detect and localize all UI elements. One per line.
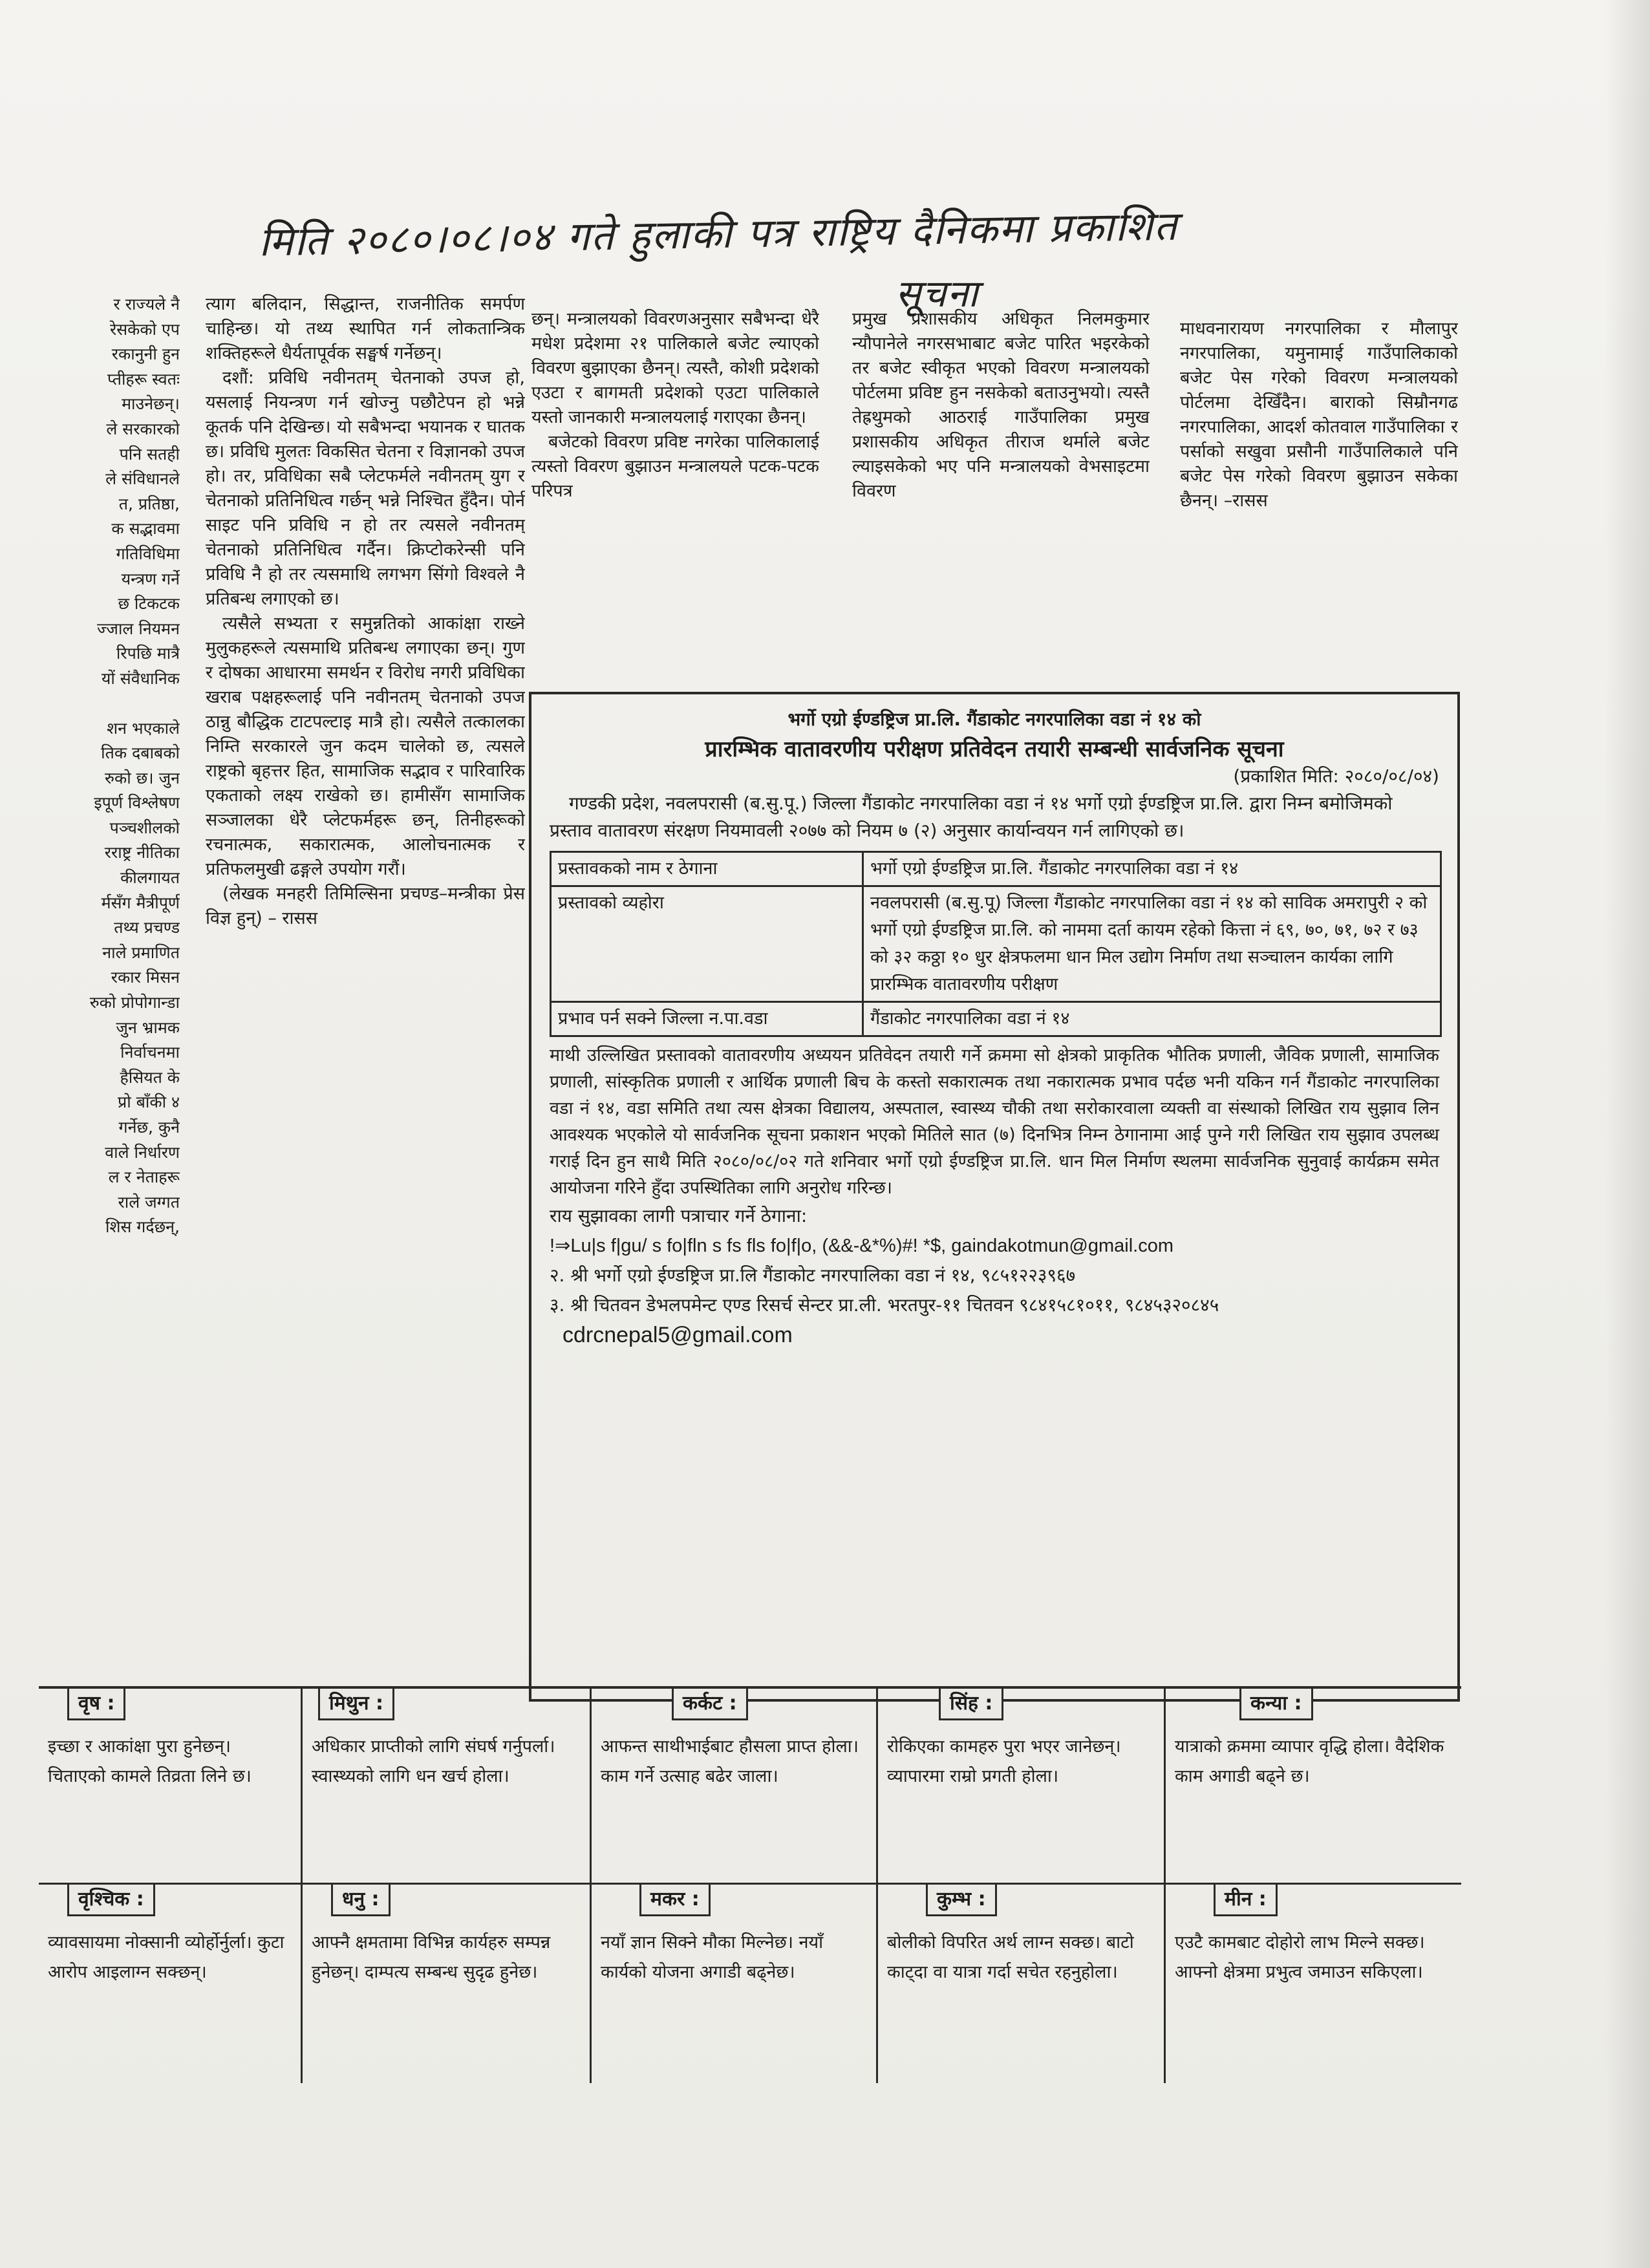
sign-text: रोकिएका कामहरु पुरा भएर जानेछन्। व्यापारमा राम्रो प्रगती होला। (887, 1737, 1121, 1786)
edge-line: रुको छ। जुन (105, 768, 180, 787)
horoscope-kumbha (878, 1885, 1164, 1987)
edge-line: माउनेछन्। (122, 394, 180, 414)
edge-line: शिस गर्दछन्, (105, 1217, 180, 1237)
article-column-b (206, 292, 525, 1682)
address-label: राय सुझावका लागी पत्राचार गर्ने ठेगाना: (550, 1205, 808, 1226)
page-edge-shadow (1605, 0, 1650, 2268)
edge-line: रकार मिसन (111, 968, 180, 987)
edge-line (65, 692, 180, 716)
notice-title: प्रारम्भिक वातावरणीय परीक्षण प्रतिवेदन तयारी सम्बन्धी सार्वजनिक सूचना (705, 736, 1284, 762)
column-edge-lines (65, 292, 180, 1240)
sign-text: व्यावसायमा नोक्सानी व्योर्होर्नुर्ला। कुटा आरोप आइलाग्न सक्छन्। (48, 1932, 284, 1982)
sign-text: अधिकार प्राप्तीको लागि संघर्ष गर्नुपर्ला। स्वास्थ्यको लागि धन खर्च होला। (312, 1737, 555, 1786)
sign-title: मीन : (1214, 1885, 1278, 1916)
column-edge (65, 292, 180, 1281)
sign-title: मिथुन : (318, 1689, 394, 1720)
address-line-1: !⇒Lu|s f|gu/ s fo|fln s fs fls fo|f|o, (&&-&*%)#! *$, gaindakotmun@gmail.com (550, 1236, 1174, 1256)
sign-text: यात्राको क्रममा व्यापार वृद्धि होला। वैदेशिक काम अगाडी बढ्ने छ। (1175, 1737, 1444, 1786)
table-key: प्रभाव पर्न सक्ने जिल्ला न.पा.वडा (551, 1002, 863, 1036)
edge-line: ले सरकारको (106, 419, 180, 438)
edge-line: ले संविधानले (105, 469, 180, 489)
paragraph: प्रमुख प्रशासकीय अधिकृत निलमकुमार न्यौपानेले नगरसभाबाट बजेट पारित भइरकेको तर बजेट स्वीकृत भएको विवरण मन्त्रालयको पोर्टलमा प्रविष्ट हुन नसकेको बताउनुभयो। त्यस्तै तेह्रथुमको आठराई गाउँपालिका प्रमुख प्रशासकीय अधिकृत तीराज थर्माले बजेट ल्याइसकेको भए पनि मन्त्रालयको वेभसाइटमा विवरण (852, 309, 1150, 501)
edge-line: यों संवैधानिक (101, 669, 180, 688)
paragraph: बजेटको विवरण प्रविष्ट नगरेका पालिकालाई त्यस्तो विवरण बुझाउन मन्त्रालयले पटक-पटक परिपत्र (531, 432, 819, 501)
sign-title: मकर : (639, 1885, 711, 1916)
notice-published-date: (प्रकाशित मिति: २०८०/०८/०४) (1233, 765, 1439, 787)
edge-line: छ टिकटक (118, 594, 180, 614)
table-key: प्रस्तावको व्यहोरा (551, 886, 863, 1002)
horoscope-karkata (592, 1689, 876, 1792)
paragraph: त्यसैले सभ्यता र समुन्नतिको आकांक्षा राख्ने मुलुकहरूले त्यसमाथि प्रतिबन्ध लगाएका छन्। गुण र दोषका आधारमा समर्थन र विरोध नगरी प्रविधिका खराब पक्षहरूलाई पनि नवीनतम् चेतनाको उपज ठान्नु बौद्धिक टाटपल्टाइ मात्रै हो। त्यसैले तत्कालका निम्ति सरकारले जुन कदम चालेको छ, त्यसले राष्ट्रको बृहत्तर हित, सामाजिक सद्भाव र पारिवारिक एकताको लक्ष्य राखेको छ। हामीसँग सामाजिक सञ्जालका धेरै प्लेटफर्महरू छन्, तिनीहरूको रचनात्मक, सकारात्मक, आलोचनात्मक र प्रतिफलमुखी ढङ्गले उपयोग गरौं। (206, 614, 525, 879)
sign-title: वृश्चिक : (67, 1885, 155, 1916)
horoscope-simha (878, 1689, 1164, 1792)
horoscope-vrishabha (39, 1689, 301, 1792)
edge-line: शन भएकाले (107, 718, 180, 738)
edge-line: ल र नेताहरू (108, 1168, 180, 1187)
edge-line: प्रो बाँकी ४ (117, 1093, 180, 1112)
edge-line: वाले निर्धारण (105, 1142, 180, 1162)
edge-line: नाले प्रमाणित (102, 943, 180, 962)
edge-line: गतिविधिमा (116, 544, 180, 563)
table-row (551, 852, 1441, 886)
article-column-d (852, 307, 1150, 682)
handwritten-note-line1: मिति २०८०।०८।०४ गते हुलाकी पत्र राष्ट्रिय दैनिकमा प्रकाशित (258, 202, 1179, 266)
sign-title: सिंह : (939, 1689, 1003, 1720)
horoscope-makara (592, 1885, 876, 1987)
notice-intro: गण्डकी प्रदेश, नवलपरासी (ब.सु.पू.) जिल्ला गैंडाकोट नगरपालिका वडा नं १४ भर्गो एग्रो ईण्डष्ट्रिज प्रा.लि. द्वारा निम्न बमोजिमको प्रस्ताव वातावरण संरक्षण नियमावली २०७७ को नियम ७ (२) अनुसार कार्यान्वयन गर्न लागिएको छ। (550, 793, 1393, 841)
table-row (551, 1002, 1441, 1036)
edge-line: रिपछि मात्रै (116, 644, 180, 663)
edge-line: हैसियत के (120, 1067, 180, 1087)
horoscope-dhanu (303, 1885, 590, 1987)
edge-line: रराष्ट्र नीतिका (104, 843, 180, 862)
horoscope-kanya (1166, 1689, 1461, 1792)
edge-line: राले जग्गत (118, 1192, 180, 1212)
paragraph: माधवनारायण नगरपालिका र मौलापुर नगरपालिका, यमुनामाई गाउँपालिकाको बजेट पेस गरेको विवरण मन्त्रालयको पोर्टलमा देखिँदैन। बाराको सिम्रौनगढ नगरपालिका, आदर्श कोतवाल गाउँपालिका र पर्साको सखुवा प्रसौनी गाउँपालिकाले पनि बजेट पेस गरेको विवरण बुझाउन सकेका छैनन्। –रासस (1180, 319, 1458, 511)
edge-line: रेसकेको एप (110, 319, 180, 339)
edge-line: जुन भ्रामक (116, 1018, 180, 1037)
address-line-3: ३. श्री चितवन डेभलपमेन्ट एण्ड रिसर्च सेन्टर प्रा.ली. भरतपुर-११ चितवन ९८४१५८१०११, ९८४५३२०८४५ (550, 1294, 1219, 1316)
edge-line: पञ्चशीलको (109, 818, 180, 837)
edge-line: तिक दबाबको (101, 744, 180, 763)
horoscope-meena (1166, 1885, 1461, 1987)
horoscope-section (39, 1686, 1461, 2083)
edge-line: र्मसँग मैत्रीपूर्ण (101, 893, 180, 912)
public-notice-box (529, 692, 1460, 1702)
edge-line: र राज्यले नै (113, 295, 180, 314)
sign-text: इच्छा र आकांक्षा पुरा हुनेछन्। चिताएको कामले तिव्रता लिने छ। (48, 1737, 252, 1786)
address-email: cdrcnepal5@gmail.com (562, 1323, 793, 1347)
table-value: गैंडाकोट नगरपालिका वडा नं १४ (863, 1002, 1441, 1036)
horoscope-mithuna (303, 1689, 590, 1792)
article-column-c (531, 307, 819, 682)
edge-line: गर्नेछ, कुनै (118, 1118, 180, 1137)
table-value: भर्गो एग्रो ईण्डष्ट्रिज प्रा.लि. गैंडाकोट नगरपालिका वडा नं १४ (863, 852, 1441, 886)
edge-line: यन्त्रण गर्ने (121, 569, 180, 588)
edge-line: ज्जाल नियमन (97, 619, 180, 638)
notice-body: माथी उल्लिखित प्रस्तावको वातावरणीय अध्ययन प्रतिवेदन तयारी गर्ने क्रममा सो क्षेत्रको प्राकृतिक भौतिक प्रणाली, जैविक प्रणाली, सामाजिक प्रणाली, सांस्कृतिक प्रणाली र आर्थिक प्रणाली बिच के कस्तो सकारात्मक तथा नकारात्मक प्रभाव पर्दछ भनी यकिन गर्न गैंडाकोट नगरपालिका वडा नं १४, वडा समिति तथा त्यस क्षेत्रका विद्यालय, अस्पताल, स्वास्थ्य चौकी तथा सरोकारवाला व्यक्ती वा संस्थाको लिखित राय सुझाव लिन आवश्यक भएकोले यो सार्वजनिक सूचना प्रकाशन भएको मितिले सात (७) दिनभित्र निम्न ठेगानामा आई पुग्ने गरी लिखित राय सुझाव उपलब्ध गराई दिन हुन साथै मिति २०८०/०८/०२ गते शनिवार भर्गो एग्रो ईण्डष्ट्रिज प्रा.लि. धान मिल निर्माण स्थलमा सार्वजनिक सुनुवाई कार्यक्रम समेत आयोजना गरिने हुँदा उपस्थितिका लागि अनुरोध गरिन्छ। (550, 1045, 1439, 1198)
horoscope-vrishchika (39, 1885, 301, 1987)
paragraph: त्याग बलिदान, सिद्धान्त, राजनीतिक समर्पण चाहिन्छ। यो तथ्य स्थापित गर्न लोकतान्त्रिक शक्तिहरूले धैर्यतापूर्वक सङ्घर्ष गर्नेछन्। (206, 294, 525, 363)
edge-line: प्तीहरू स्वतः (107, 369, 180, 389)
edge-line: त, प्रतिष्ठा, (118, 494, 180, 513)
sign-text: बोलीको विपरित अर्थ लाग्न सक्छ। बाटो काट्दा वा यात्रा गर्दा सचेत रहनुहोला। (887, 1932, 1134, 1982)
proposal-table (550, 851, 1442, 1037)
sign-text: नयाँ ज्ञान सिक्ने मौका मिल्नेछ। नयाँ कार्यको योजना अगाडी बढ्नेछ। (601, 1932, 824, 1982)
edge-line: क सद्भावमा (111, 519, 180, 539)
edge-line: पनि सतही (119, 444, 180, 464)
sign-text: आफ्नै क्षमतामा विभिन्न कार्यहरु सम्पन्न हुनेछन्। दाम्पत्य सम्बन्ध सुदृढ हुनेछ। (312, 1932, 551, 1982)
sign-title: धनु : (331, 1885, 391, 1916)
paragraph: छन्। मन्त्रालयको विवरणअनुसार सबैभन्दा धेरै मधेश प्रदेशमा २१ पालिकाले बजेट ल्याएको विवरण बुझाएका छैनन्। त्यस्तै, कोशी प्रदेशको एउटा र बागमती प्रदेशको एउटा पालिकाले यस्तो जानकारी मन्त्रालयलाई गराएका छैनन्। (531, 309, 819, 427)
sign-title: कर्कट : (672, 1689, 748, 1720)
sign-title: कन्या : (1239, 1689, 1313, 1720)
sign-title: वृष : (67, 1689, 125, 1720)
table-value: नवलपरासी (ब.सु.पू) जिल्ला गैंडाकोट नगरपालिका वडा नं १४ को साविक अमरापुरी २ को भर्गो एग्रो ईण्डष्ट्रिज प्रा.लि. को नाममा दर्ता कायम रहेको कित्ता नं ६९, ७०, ७१, ७२ र ७३ को ३२ कठ्ठा १० धुर क्षेत्रफलमा धान मिल उद्योग निर्माण तथा सञ्चालन कार्यका लागि प्रारम्भिक वातावरणीय परीक्षण (863, 886, 1441, 1002)
notice-heading: भर्गो एग्रो ईण्डष्ट्रिज प्रा.लि. गैंडाकोट नगरपालिका वडा नं १४ को (788, 709, 1201, 730)
sign-text: आफन्त साथीभाईबाट हौसला प्राप्त होला। काम गर्ने उत्साह बढेर जाला। (601, 1737, 859, 1786)
table-key: प्रस्तावकको नाम र ठेगाना (551, 852, 863, 886)
edge-line: तथ्य प्रचण्ड (114, 918, 180, 937)
edge-line: रकानुनी हुन (111, 345, 180, 364)
edge-line: इपूर्ण विश्लेषण (94, 793, 180, 813)
edge-line: कीलगायत (120, 868, 180, 888)
sign-title: कुम्भ : (926, 1885, 997, 1916)
edge-line: रुको प्रोपोगान्डा (89, 993, 180, 1012)
sign-text: एउटै कामबाट दोहोरो लाभ मिल्ने सक्छ। आफ्नो क्षेत्रमा प्रभुत्व जमाउन सकिएला। (1175, 1932, 1425, 1982)
byline: (लेखक मनहरी तिमिल्सिना प्रचण्ड–मन्त्रीका प्रेस विज्ञ हुन्) – रासस (206, 884, 525, 928)
edge-line: निर्वाचनमा (120, 1043, 180, 1062)
address-line-2: २. श्री भर्गो एग्रो ईण्डष्ट्रिज प्रा.लि गैंडाकोट नगरपालिका वडा नं १४, ९८५१२२३९६७ (550, 1265, 1076, 1286)
handwritten-note-line2: सूचना (895, 272, 980, 316)
notice-addresses (550, 1201, 1439, 1350)
paragraph: दशौं: प्रविधि नवीनतम् चेतनाको उपज हो, यसलाई नियन्त्रण गर्न खोज्नु पछौटेपन हो भन्ने कूतर्क पनि देखिन्छ। यो सबैभन्दा भयानक र घातक छ। प्रविधि मुलतः विकसित चेतना र विज्ञानको उपज हो। तर, प्रविधिका सबै प्लेटफर्मले नवीनतम् युग र चेतनाको प्रतिनिधित्व गर्छन् भन्ने निश्चित हुँदैन। पोर्न साइट पनि प्रविधि न हो तर त्यसले नवीनतम् चेतनाको प्रतिनिधित्व गर्दैन। क्रिप्टोकरेन्सी पनि प्रविधि नै हो तर त्यसमाथि लगभग सिंगो विश्वले नै प्रतिबन्ध लगाएको छ। (206, 368, 525, 609)
article-column-e (1180, 317, 1458, 679)
table-row (551, 886, 1441, 1002)
